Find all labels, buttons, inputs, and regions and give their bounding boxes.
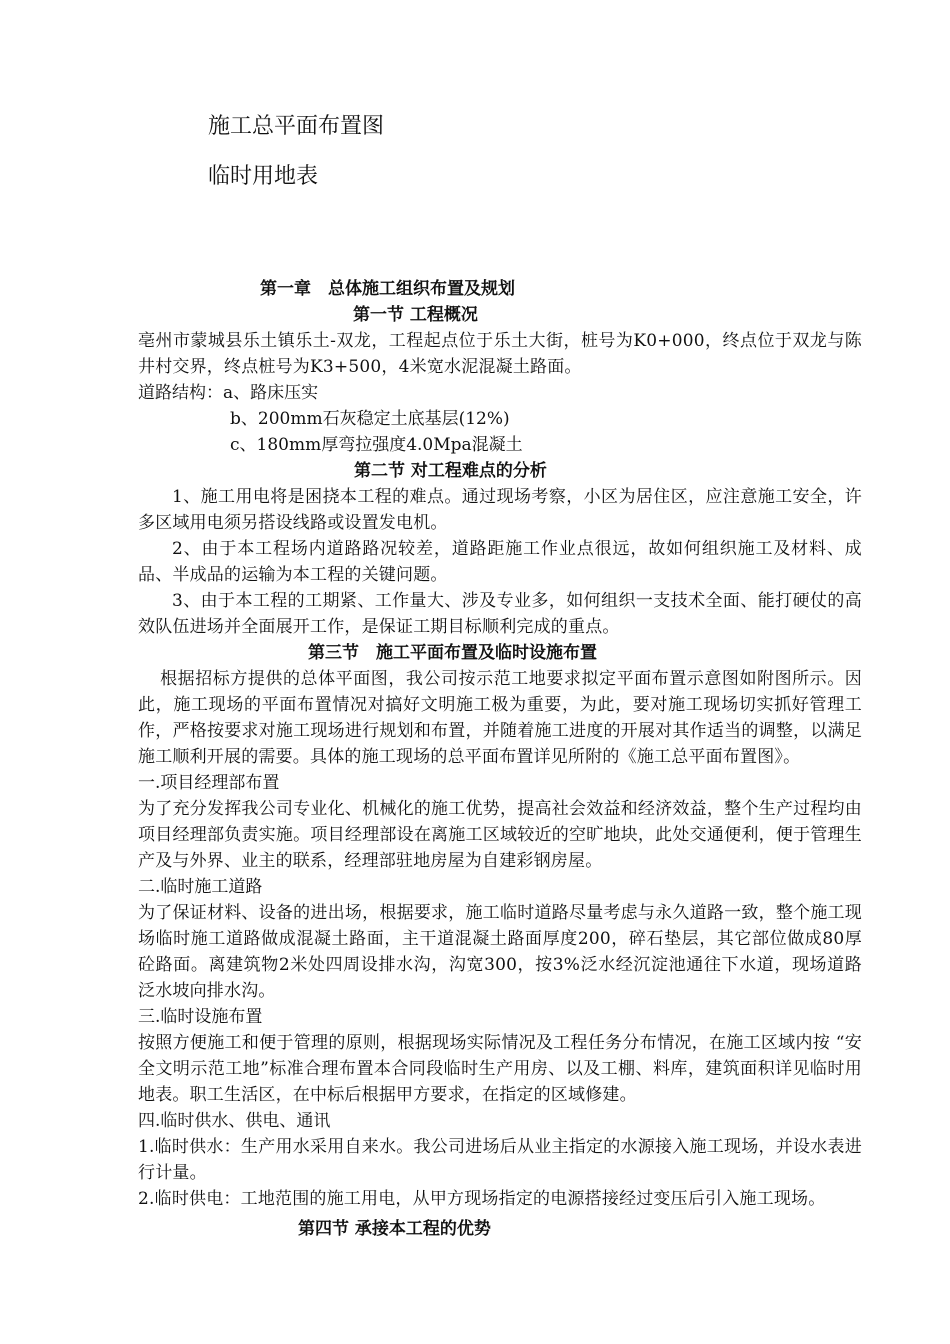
power-supply-text: 2.临时供电：工地范围的施工用电，从甲方现场指定的电源搭接经过变压后引入施工现场。 (138, 1189, 826, 1209)
section3-intro: 根据招标方提供的总体平面图，我公司按示范工地要求拟定平面布置示意图如附图所示。因此，施工现场的平面布置情况对搞好文明施工极为重要，为此，要对施工现场切实抓好管理工作，严格按要求对施工现场进行规划和布置，并随着施工进度的开展对其作适当的调整，以满足施工顺利开展的需要。具体的施工现场的总平面布置详见所附的《施工总平面布置图》。 (138, 669, 862, 767)
temporary-facilities-text: 按照方便施工和便于管理的原则，根据现场实际情况及工程任务分布情况，在施工区域内按 “安全文明示范工地”标准合理布置本合同段临时生产用房、以及工棚、料库，建筑面积详见临时用地表。职工生活区，在中标后根据甲方要求，在指定的区域修建。 (138, 1033, 862, 1105)
difficulty-item-1: 1、施工用电将是困挠本工程的难点。通过现场考察，小区为居住区，应注意施工安全，许多区域用电须另搭设线路或设置发电机。 (138, 487, 862, 533)
section4-title: 第四节 承接本工程的优势 (298, 1219, 491, 1239)
toc-item-site-plan: 施工总平面布置图 (208, 114, 385, 139)
temporary-road-heading: 二.临时施工道路 (138, 877, 263, 897)
section2-title: 第二节 对工程难点的分析 (354, 461, 547, 481)
project-office-heading: 一.项目经理部布置 (138, 773, 280, 793)
temporary-facilities-heading: 三.临时设施布置 (138, 1007, 263, 1027)
section1-paragraph: 亳州市蒙城县乐土镇乐土-双龙，工程起点位于乐土大街，桩号为K0+000，终点位于双龙与陈井村交界，终点桩号为K3+500，4米宽水泥混凝土路面。 (138, 331, 862, 377)
water-supply-text: 1.临时供水：生产用水采用自来水。我公司进场后从业主指定的水源接入施工现场，并设水表进行计量。 (138, 1137, 862, 1183)
chapter-title: 第一章 总体施工组织布置及规划 (260, 279, 515, 299)
document-body (138, 276, 862, 1242)
project-office-text: 为了充分发挥我公司专业化、机械化的施工优势，提高社会效益和经济效益，整个生产过程均由项目经理部负责实施。项目经理部设在离施工区域较近的空旷地块，此处交通便利，便于管理生产及与外界、业主的联系，经理部驻地房屋为自建彩钢房屋。 (138, 799, 862, 871)
section3-title: 第三节 施工平面布置及临时设施布置 (308, 643, 597, 663)
road-structure-c: c、180mm厚弯拉强度4.0Mpa混凝土 (230, 435, 523, 455)
road-structure-a: 道路结构：a、路床压实 (138, 383, 319, 403)
utilities-heading: 四.临时供水、供电、通讯 (138, 1111, 331, 1131)
difficulty-item-2: 2、由于本工程场内道路路况较差，道路距施工作业点很远，故如何组织施工及材料、成品、半成品的运输为本工程的关键问题。 (138, 539, 862, 585)
road-structure-b: b、200mm石灰稳定土底基层(12%) (230, 409, 510, 429)
section1-title: 第一节 工程概况 (353, 305, 478, 325)
difficulty-item-3: 3、由于本工程的工期紧、工作量大、涉及专业多，如何组织一支技术全面、能打硬仗的高效队伍进场并全面展开工作，是保证工期目标顺利完成的重点。 (138, 591, 862, 637)
temporary-road-text: 为了保证材料、设备的进出场，根据要求，施工临时道路尽量考虑与永久道路一致，整个施工现场临时施工道路做成混凝土路面，主干道混凝土路面厚度200，碎石垫层，其它部位做成80厚砼路面。离建筑物2米处四周设排水沟，沟宽300，按3%泛水经沉淀池通往下水道，现场道路泛水坡向排水沟。 (138, 903, 862, 1001)
toc-item-temporary-land: 临时用地表 (208, 164, 319, 189)
